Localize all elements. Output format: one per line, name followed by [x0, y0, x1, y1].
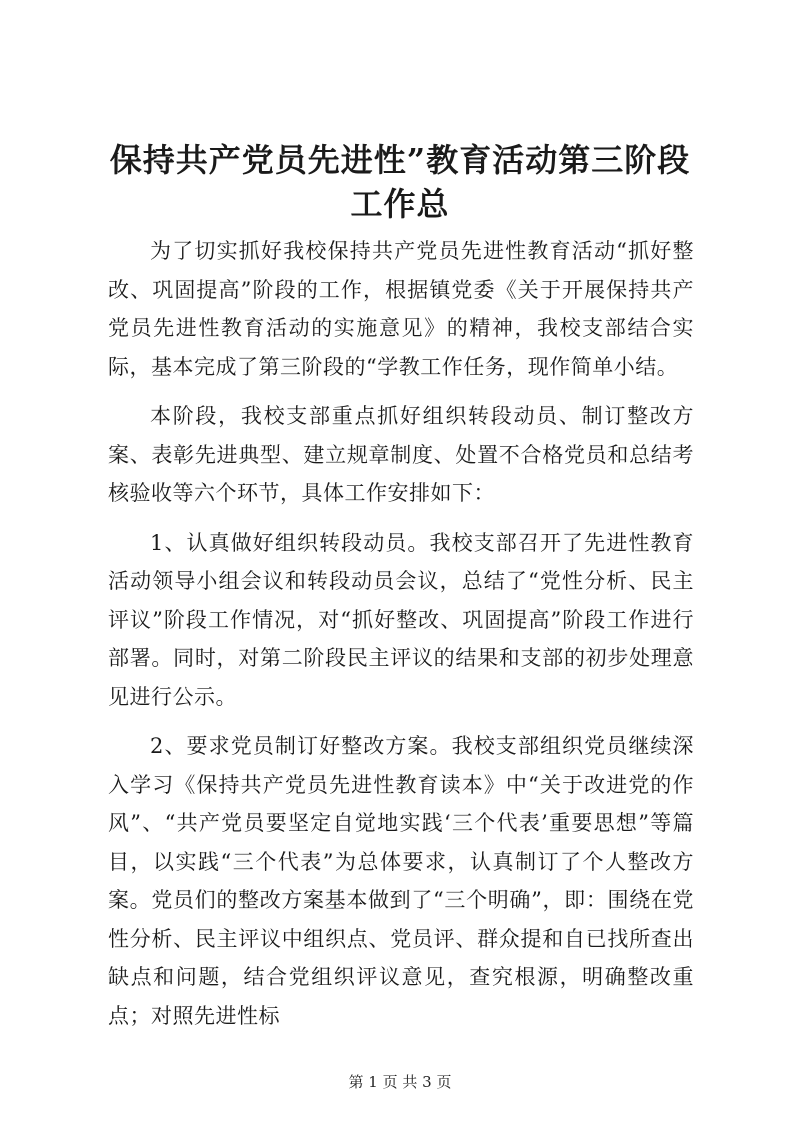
paragraph-overview: 本阶段，我校支部重点抓好组织转段动员、制订整改方案、表彰先进典型、建立规章制度、处置不合格党员和总结考核验收等六个环节，具体工作安排如下：: [108, 404, 694, 505]
paragraph-item-1: 1、认真做好组织转段动员。我校支部召开了先进性教育活动领导小组会议和转段动员会议，总结了“党性分析、民主评议”阶段工作情况，对“抓好整改、巩固提高”阶段工作进行部署。同时，对第二阶段民主评议的结果和支部的初步处理意见进行公示。: [108, 530, 694, 709]
paragraph-intro: 为了切实抓好我校保持共产党员先进性教育活动“抓好整改、巩固提高”阶段的工作，根据镇党委《关于开展保持共产党员先进性教育活动的实施意见》的精神，我校支部结合实际，基本完成了第三阶段的“学教工作任务，现作简单小结。: [108, 239, 694, 379]
document-title: 保持共产党员先进性”教育活动第三阶段工作总: [109, 141, 691, 223]
page-footer: 第 1 页 共 3 页: [348, 1073, 452, 1091]
document-body: [108, 232, 694, 1046]
paragraph-item-2: 2、要求党员制订好整改方案。我校支部组织党员继续深入学习《保持共产党员先进性教育读本》中“关于改进党的作风”、“共产党员要坚定自觉地实践‘三个代表’重要思想”等篇目，以实践“三个代表”为总体要求，认真制订了个人整改方案。党员们的整改方案基本做到了“三个明确”，即：围绕在党性分析、民主评议中组织点、党员评、群众提和自已找所查出缺点和问题，结合党组织评议意见，查究根源，明确整改重点；对照先进性标: [108, 734, 694, 1028]
